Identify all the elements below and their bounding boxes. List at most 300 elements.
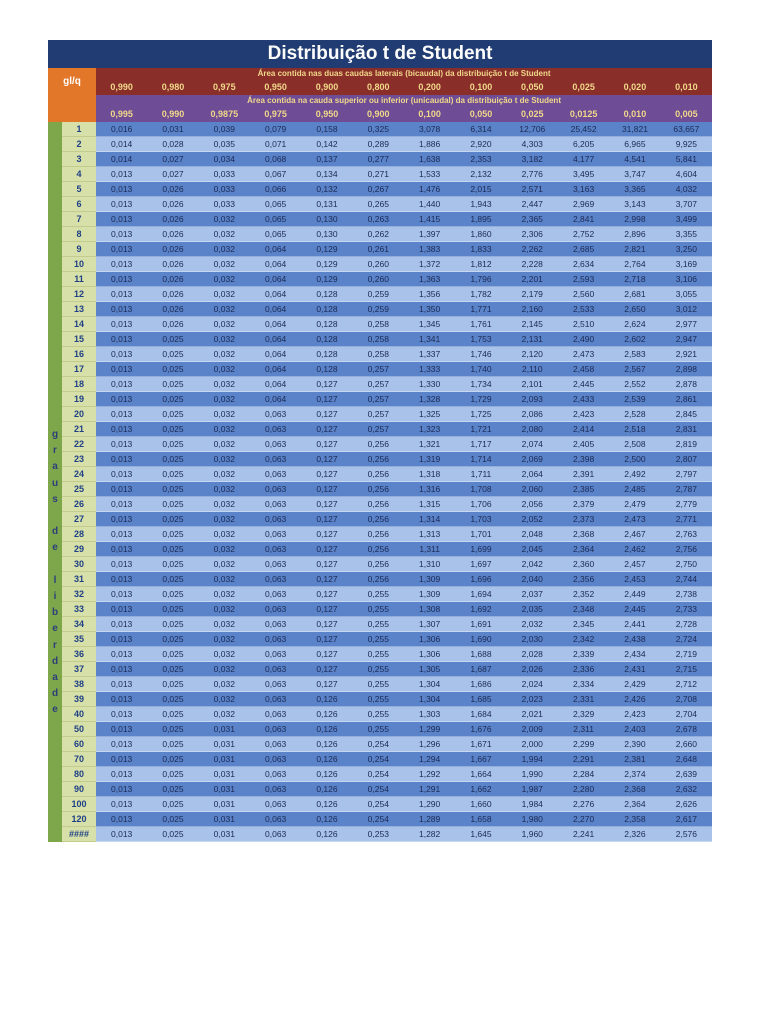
critical-value-cell: 2,385 (558, 482, 609, 497)
table-row (48, 617, 712, 632)
critical-value-cell: 2,379 (558, 497, 609, 512)
bicaudal-header-cell: 0,020 (609, 79, 660, 95)
critical-value-cell: 0,256 (353, 497, 404, 512)
critical-value-cell: 0,013 (96, 422, 147, 437)
critical-value-cell: 1,315 (404, 497, 455, 512)
critical-value-cell: 0,127 (301, 602, 352, 617)
critical-value-cell: 0,013 (96, 602, 147, 617)
critical-value-cell: 0,032 (199, 377, 250, 392)
critical-value-cell: 0,025 (147, 617, 198, 632)
table-row (48, 227, 712, 242)
critical-value-cell: 0,013 (96, 437, 147, 452)
critical-value-cell: 0,025 (147, 482, 198, 497)
critical-value-cell: 0,032 (199, 257, 250, 272)
critical-value-cell: 2,110 (507, 362, 558, 377)
critical-value-cell: 0,016 (96, 122, 147, 137)
critical-value-cell: 2,398 (558, 452, 609, 467)
degrees-of-freedom-cell: 24 (62, 467, 96, 482)
degrees-of-freedom-cell: 14 (62, 317, 96, 332)
table-row (48, 182, 712, 197)
critical-value-cell: 0,025 (147, 527, 198, 542)
critical-value-cell: 0,256 (353, 527, 404, 542)
critical-value-cell: 1,667 (455, 752, 506, 767)
critical-value-cell: 2,326 (609, 827, 660, 842)
table-row (48, 662, 712, 677)
critical-value-cell: 0,063 (250, 467, 301, 482)
bicaudal-header-row (48, 79, 712, 95)
degrees-of-freedom-cell: 120 (62, 812, 96, 827)
critical-value-cell: 0,254 (353, 797, 404, 812)
unicaudal-header-cell: 0,025 (507, 106, 558, 122)
critical-value-cell: 0,254 (353, 812, 404, 827)
critical-value-cell: 3,169 (661, 257, 713, 272)
critical-value-cell: 0,025 (147, 602, 198, 617)
degrees-of-freedom-cell: 30 (62, 557, 96, 572)
critical-value-cell: 2,617 (661, 812, 713, 827)
critical-value-cell: 1,645 (455, 827, 506, 842)
unicaudal-header-cell: 0,950 (301, 106, 352, 122)
critical-value-cell: 2,101 (507, 377, 558, 392)
critical-value-cell: 0,071 (250, 137, 301, 152)
critical-value-cell: 3,499 (661, 212, 713, 227)
critical-value-cell: 25,452 (558, 122, 609, 137)
critical-value-cell: 1,717 (455, 437, 506, 452)
unicaudal-header-cell: 0,005 (661, 106, 713, 122)
critical-value-cell: 2,009 (507, 722, 558, 737)
degrees-of-freedom-cell: 70 (62, 752, 96, 767)
degrees-of-freedom-cell: 39 (62, 692, 96, 707)
table-row (48, 377, 712, 392)
critical-value-cell: 2,374 (609, 767, 660, 782)
critical-value-cell: 2,052 (507, 512, 558, 527)
critical-value-cell: 0,267 (353, 182, 404, 197)
critical-value-cell: 2,650 (609, 302, 660, 317)
side-letter: r (53, 445, 57, 457)
critical-value-cell: 0,255 (353, 677, 404, 692)
degrees-of-freedom-cell: 31 (62, 572, 96, 587)
critical-value-cell: 31,821 (609, 122, 660, 137)
critical-value-cell: 1,304 (404, 677, 455, 692)
critical-value-cell: 2,708 (661, 692, 713, 707)
critical-value-cell: 0,256 (353, 467, 404, 482)
critical-value-cell: 2,093 (507, 392, 558, 407)
table-row (48, 737, 712, 752)
critical-value-cell: 0,127 (301, 542, 352, 557)
critical-value-cell: 0,127 (301, 377, 352, 392)
degrees-of-freedom-cell: 28 (62, 527, 96, 542)
degrees-of-freedom-cell: 10 (62, 257, 96, 272)
degrees-of-freedom-cell: 27 (62, 512, 96, 527)
critical-value-cell: 2,632 (661, 782, 713, 797)
side-letter: d (51, 526, 59, 538)
critical-value-cell: 0,027 (147, 152, 198, 167)
critical-value-cell: 1,701 (455, 527, 506, 542)
critical-value-cell: 0,025 (147, 752, 198, 767)
degrees-of-freedom-cell: 23 (62, 452, 96, 467)
critical-value-cell: 0,063 (250, 572, 301, 587)
critical-value-cell: 0,130 (301, 212, 352, 227)
critical-value-cell: 2,624 (609, 317, 660, 332)
critical-value-cell: 0,013 (96, 782, 147, 797)
critical-value-cell: 0,013 (96, 302, 147, 317)
critical-value-cell: 1,321 (404, 437, 455, 452)
critical-value-cell: 0,255 (353, 662, 404, 677)
critical-value-cell: 1,943 (455, 197, 506, 212)
critical-value-cell: 0,064 (250, 362, 301, 377)
critical-value-cell: 2,086 (507, 407, 558, 422)
critical-value-cell: 0,025 (147, 467, 198, 482)
critical-value-cell: 0,063 (250, 482, 301, 497)
critical-value-cell: 1,729 (455, 392, 506, 407)
critical-value-cell: 0,130 (301, 227, 352, 242)
critical-value-cell: 0,129 (301, 242, 352, 257)
critical-value-cell: 0,025 (147, 722, 198, 737)
critical-value-cell: 0,257 (353, 362, 404, 377)
table-row (48, 632, 712, 647)
critical-value-cell: 0,032 (199, 212, 250, 227)
bicaudal-header-cell: 0,980 (147, 79, 198, 95)
critical-value-cell: 1,699 (455, 542, 506, 557)
critical-value-cell: 0,013 (96, 677, 147, 692)
critical-value-cell: 2,921 (661, 347, 713, 362)
critical-value-cell: 1,307 (404, 617, 455, 632)
critical-value-cell: 1,397 (404, 227, 455, 242)
critical-value-cell: 2,998 (609, 212, 660, 227)
critical-value-cell: 2,738 (661, 587, 713, 602)
critical-value-cell: 0,032 (199, 542, 250, 557)
critical-value-cell: 0,256 (353, 482, 404, 497)
critical-value-cell: 1,316 (404, 482, 455, 497)
table-row (48, 422, 712, 437)
critical-value-cell: 0,064 (250, 272, 301, 287)
side-letter: d (51, 655, 59, 667)
critical-value-cell: 0,013 (96, 377, 147, 392)
critical-value-cell: 2,403 (609, 722, 660, 737)
critical-value-cell: 1,311 (404, 542, 455, 557)
critical-value-cell: 2,262 (507, 242, 558, 257)
critical-value-cell: 2,381 (609, 752, 660, 767)
critical-value-cell: 0,031 (147, 122, 198, 137)
critical-value-cell: 1,833 (455, 242, 506, 257)
critical-value-cell: 2,438 (609, 632, 660, 647)
critical-value-cell: 2,639 (661, 767, 713, 782)
critical-value-cell: 0,128 (301, 287, 352, 302)
critical-value-cell: 0,063 (250, 722, 301, 737)
critical-value-cell: 0,127 (301, 407, 352, 422)
critical-value-cell: 0,032 (199, 317, 250, 332)
critical-value-cell: 1,356 (404, 287, 455, 302)
critical-value-cell: 0,259 (353, 302, 404, 317)
critical-value-cell: 2,035 (507, 602, 558, 617)
critical-value-cell: 0,134 (301, 167, 352, 182)
table-row (48, 797, 712, 812)
critical-value-cell: 0,032 (199, 602, 250, 617)
table-row (48, 647, 712, 662)
critical-value-cell: 0,032 (199, 347, 250, 362)
critical-value-cell: 2,861 (661, 392, 713, 407)
critical-value-cell: 0,256 (353, 542, 404, 557)
critical-value-cell: 0,064 (250, 347, 301, 362)
footer-note (48, 846, 712, 850)
critical-value-cell: 0,063 (250, 677, 301, 692)
critical-value-cell: 1,812 (455, 257, 506, 272)
critical-value-cell: 2,441 (609, 617, 660, 632)
critical-value-cell: 0,129 (301, 257, 352, 272)
critical-value-cell: 0,065 (250, 212, 301, 227)
critical-value-cell: 2,353 (455, 152, 506, 167)
critical-value-cell: 0,025 (147, 347, 198, 362)
critical-value-cell: 0,013 (96, 287, 147, 302)
table-row (48, 467, 712, 482)
table-row (48, 827, 712, 842)
critical-value-cell: 0,013 (96, 557, 147, 572)
critical-value-cell: 0,025 (147, 692, 198, 707)
critical-value-cell: 0,026 (147, 227, 198, 242)
degrees-of-freedom-cell: 33 (62, 602, 96, 617)
critical-value-cell: 0,255 (353, 692, 404, 707)
critical-value-cell: 0,127 (301, 392, 352, 407)
critical-value-cell: 0,025 (147, 377, 198, 392)
critical-value-cell: 0,013 (96, 392, 147, 407)
critical-value-cell: 0,032 (199, 437, 250, 452)
critical-value-cell: 0,013 (96, 587, 147, 602)
critical-value-cell: 1,725 (455, 407, 506, 422)
critical-value-cell: 3,106 (661, 272, 713, 287)
degrees-of-freedom-cell: 6 (62, 197, 96, 212)
critical-value-cell: 1,753 (455, 332, 506, 347)
critical-value-cell: 0,013 (96, 692, 147, 707)
table-row (48, 257, 712, 272)
critical-value-cell: 0,031 (199, 737, 250, 752)
critical-value-cell: 0,063 (250, 797, 301, 812)
critical-value-cell: 1,987 (507, 782, 558, 797)
critical-value-cell: 2,445 (609, 602, 660, 617)
critical-value-cell: 1,688 (455, 647, 506, 662)
critical-value-cell: 1,690 (455, 632, 506, 647)
critical-value-cell: 0,026 (147, 317, 198, 332)
critical-value-cell: 1,697 (455, 557, 506, 572)
critical-value-cell: 0,063 (250, 437, 301, 452)
critical-value-cell: 1,290 (404, 797, 455, 812)
degrees-of-freedom-cell: 18 (62, 377, 96, 392)
critical-value-cell: 6,965 (609, 137, 660, 152)
critical-value-cell: 0,031 (199, 752, 250, 767)
critical-value-cell: 0,032 (199, 287, 250, 302)
table-row (48, 272, 712, 287)
critical-value-cell: 0,032 (199, 422, 250, 437)
critical-value-cell: 1,325 (404, 407, 455, 422)
table-row (48, 332, 712, 347)
gl-q-spacer (48, 106, 96, 122)
critical-value-cell: 0,127 (301, 437, 352, 452)
bicaudal-header-cell: 0,800 (353, 79, 404, 95)
critical-value-cell: 2,763 (661, 527, 713, 542)
critical-value-cell: 2,490 (558, 332, 609, 347)
critical-value-cell: 0,032 (199, 227, 250, 242)
critical-value-cell: 0,013 (96, 827, 147, 842)
table-row (48, 767, 712, 782)
critical-value-cell: 0,025 (147, 572, 198, 587)
critical-value-cell: 1,886 (404, 137, 455, 152)
critical-value-cell: 0,033 (199, 182, 250, 197)
critical-value-cell: 0,013 (96, 212, 147, 227)
critical-value-cell: 2,080 (507, 422, 558, 437)
critical-value-cell: 1,658 (455, 812, 506, 827)
critical-value-cell: 0,262 (353, 227, 404, 242)
critical-value-cell: 0,032 (199, 467, 250, 482)
critical-value-cell: 0,063 (250, 617, 301, 632)
unicaudal-header-cell: 0,010 (609, 106, 660, 122)
critical-value-cell: 0,031 (199, 722, 250, 737)
critical-value-cell: 1,350 (404, 302, 455, 317)
critical-value-cell: 0,013 (96, 752, 147, 767)
table-row (48, 212, 712, 227)
critical-value-cell: 0,032 (199, 302, 250, 317)
degrees-of-freedom-cell: 22 (62, 437, 96, 452)
critical-value-cell: 0,013 (96, 317, 147, 332)
critical-value-cell: 2,426 (609, 692, 660, 707)
critical-value-cell: 0,066 (250, 182, 301, 197)
table-row (48, 752, 712, 767)
critical-value-cell: 0,126 (301, 767, 352, 782)
page-title: Distribuição t de Student (48, 40, 712, 68)
critical-value-cell: 3,365 (609, 182, 660, 197)
critical-value-cell: 1,305 (404, 662, 455, 677)
critical-value-cell: 0,031 (199, 827, 250, 842)
critical-value-cell: 2,841 (558, 212, 609, 227)
critical-value-cell: 0,126 (301, 782, 352, 797)
table-row (48, 557, 712, 572)
critical-value-cell: 1,694 (455, 587, 506, 602)
critical-value-cell: 9,925 (661, 137, 713, 152)
critical-value-cell: 0,127 (301, 467, 352, 482)
critical-value-cell: 2,571 (507, 182, 558, 197)
critical-value-cell: 2,311 (558, 722, 609, 737)
critical-value-cell: 0,032 (199, 452, 250, 467)
critical-value-cell: 1,333 (404, 362, 455, 377)
critical-value-cell: 0,013 (96, 362, 147, 377)
critical-value-cell: 2,026 (507, 662, 558, 677)
critical-value-cell: 6,314 (455, 122, 506, 137)
critical-value-cell: 0,032 (199, 407, 250, 422)
critical-value-cell: 2,329 (558, 707, 609, 722)
critical-value-cell: 1,330 (404, 377, 455, 392)
critical-value-cell: 2,576 (661, 827, 713, 842)
critical-value-cell: 1,292 (404, 767, 455, 782)
critical-value-cell: 2,284 (558, 767, 609, 782)
critical-value-cell: 1,686 (455, 677, 506, 692)
critical-value-cell: 2,270 (558, 812, 609, 827)
critical-value-cell: 0,325 (353, 122, 404, 137)
critical-value-cell: 0,277 (353, 152, 404, 167)
degrees-of-freedom-cell: 9 (62, 242, 96, 257)
critical-value-cell: 1,313 (404, 527, 455, 542)
critical-value-cell: 1,782 (455, 287, 506, 302)
critical-value-cell: 0,126 (301, 722, 352, 737)
critical-value-cell: 0,255 (353, 647, 404, 662)
unicaudal-header-cell: 0,990 (147, 106, 198, 122)
critical-value-cell: 0,063 (250, 602, 301, 617)
critical-value-cell: 0,158 (301, 122, 352, 137)
critical-value-cell: 0,026 (147, 302, 198, 317)
critical-value-cell: 2,228 (507, 257, 558, 272)
critical-value-cell: 0,026 (147, 182, 198, 197)
critical-value-cell: 0,128 (301, 347, 352, 362)
critical-value-cell: 2,364 (558, 542, 609, 557)
table-row (48, 152, 712, 167)
critical-value-cell: 0,025 (147, 797, 198, 812)
critical-value-cell: 2,807 (661, 452, 713, 467)
table-row (48, 167, 712, 182)
critical-value-cell: 0,033 (199, 197, 250, 212)
critical-value-cell: 1,796 (455, 272, 506, 287)
critical-value-cell: 0,126 (301, 812, 352, 827)
table-row (48, 482, 712, 497)
critical-value-cell: 0,254 (353, 752, 404, 767)
critical-value-cell: 12,706 (507, 122, 558, 137)
bicaudal-header-cell: 0,950 (250, 79, 301, 95)
critical-value-cell: 2,898 (661, 362, 713, 377)
critical-value-cell: 2,819 (661, 437, 713, 452)
critical-value-cell: 2,042 (507, 557, 558, 572)
table-row (48, 437, 712, 452)
critical-value-cell: 2,492 (609, 467, 660, 482)
degrees-of-freedom-cell: 12 (62, 287, 96, 302)
critical-value-cell: 2,896 (609, 227, 660, 242)
degrees-of-freedom-cell: 40 (62, 707, 96, 722)
critical-value-cell: 3,250 (661, 242, 713, 257)
critical-value-cell: 1,761 (455, 317, 506, 332)
t-student-table (48, 40, 712, 842)
table-row (48, 392, 712, 407)
critical-value-cell: 2,241 (558, 827, 609, 842)
critical-value-cell: 0,032 (199, 392, 250, 407)
critical-value-cell: 2,064 (507, 467, 558, 482)
critical-value-cell: 0,032 (199, 482, 250, 497)
table-row (48, 497, 712, 512)
critical-value-cell: 0,256 (353, 452, 404, 467)
critical-value-cell: 2,000 (507, 737, 558, 752)
table-row (48, 527, 712, 542)
critical-value-cell: 1,440 (404, 197, 455, 212)
critical-value-cell: 2,339 (558, 647, 609, 662)
critical-value-cell: 0,032 (199, 362, 250, 377)
critical-value-cell: 0,026 (147, 197, 198, 212)
critical-value-cell: 1,708 (455, 482, 506, 497)
critical-value-cell: 0,025 (147, 437, 198, 452)
critical-value-cell: 0,025 (147, 767, 198, 782)
critical-value-cell: 2,947 (661, 332, 713, 347)
critical-value-cell: 0,032 (199, 497, 250, 512)
critical-value-cell: 0,265 (353, 197, 404, 212)
critical-value-cell: 2,334 (558, 677, 609, 692)
critical-value-cell: 2,373 (558, 512, 609, 527)
critical-value-cell: 1,345 (404, 317, 455, 332)
degrees-of-freedom-cell: 1 (62, 122, 96, 137)
critical-value-cell: 0,033 (199, 167, 250, 182)
critical-value-cell: 2,977 (661, 317, 713, 332)
critical-value-cell: 0,013 (96, 632, 147, 647)
critical-value-cell: 1,990 (507, 767, 558, 782)
bicaudal-header-cell: 0,050 (507, 79, 558, 95)
critical-value-cell: 2,074 (507, 437, 558, 452)
degrees-of-freedom-cell: 25 (62, 482, 96, 497)
critical-value-cell: 0,127 (301, 422, 352, 437)
critical-value-cell: 0,255 (353, 617, 404, 632)
critical-value-cell: 1,671 (455, 737, 506, 752)
critical-value-cell: 0,032 (199, 632, 250, 647)
table-row (48, 812, 712, 827)
